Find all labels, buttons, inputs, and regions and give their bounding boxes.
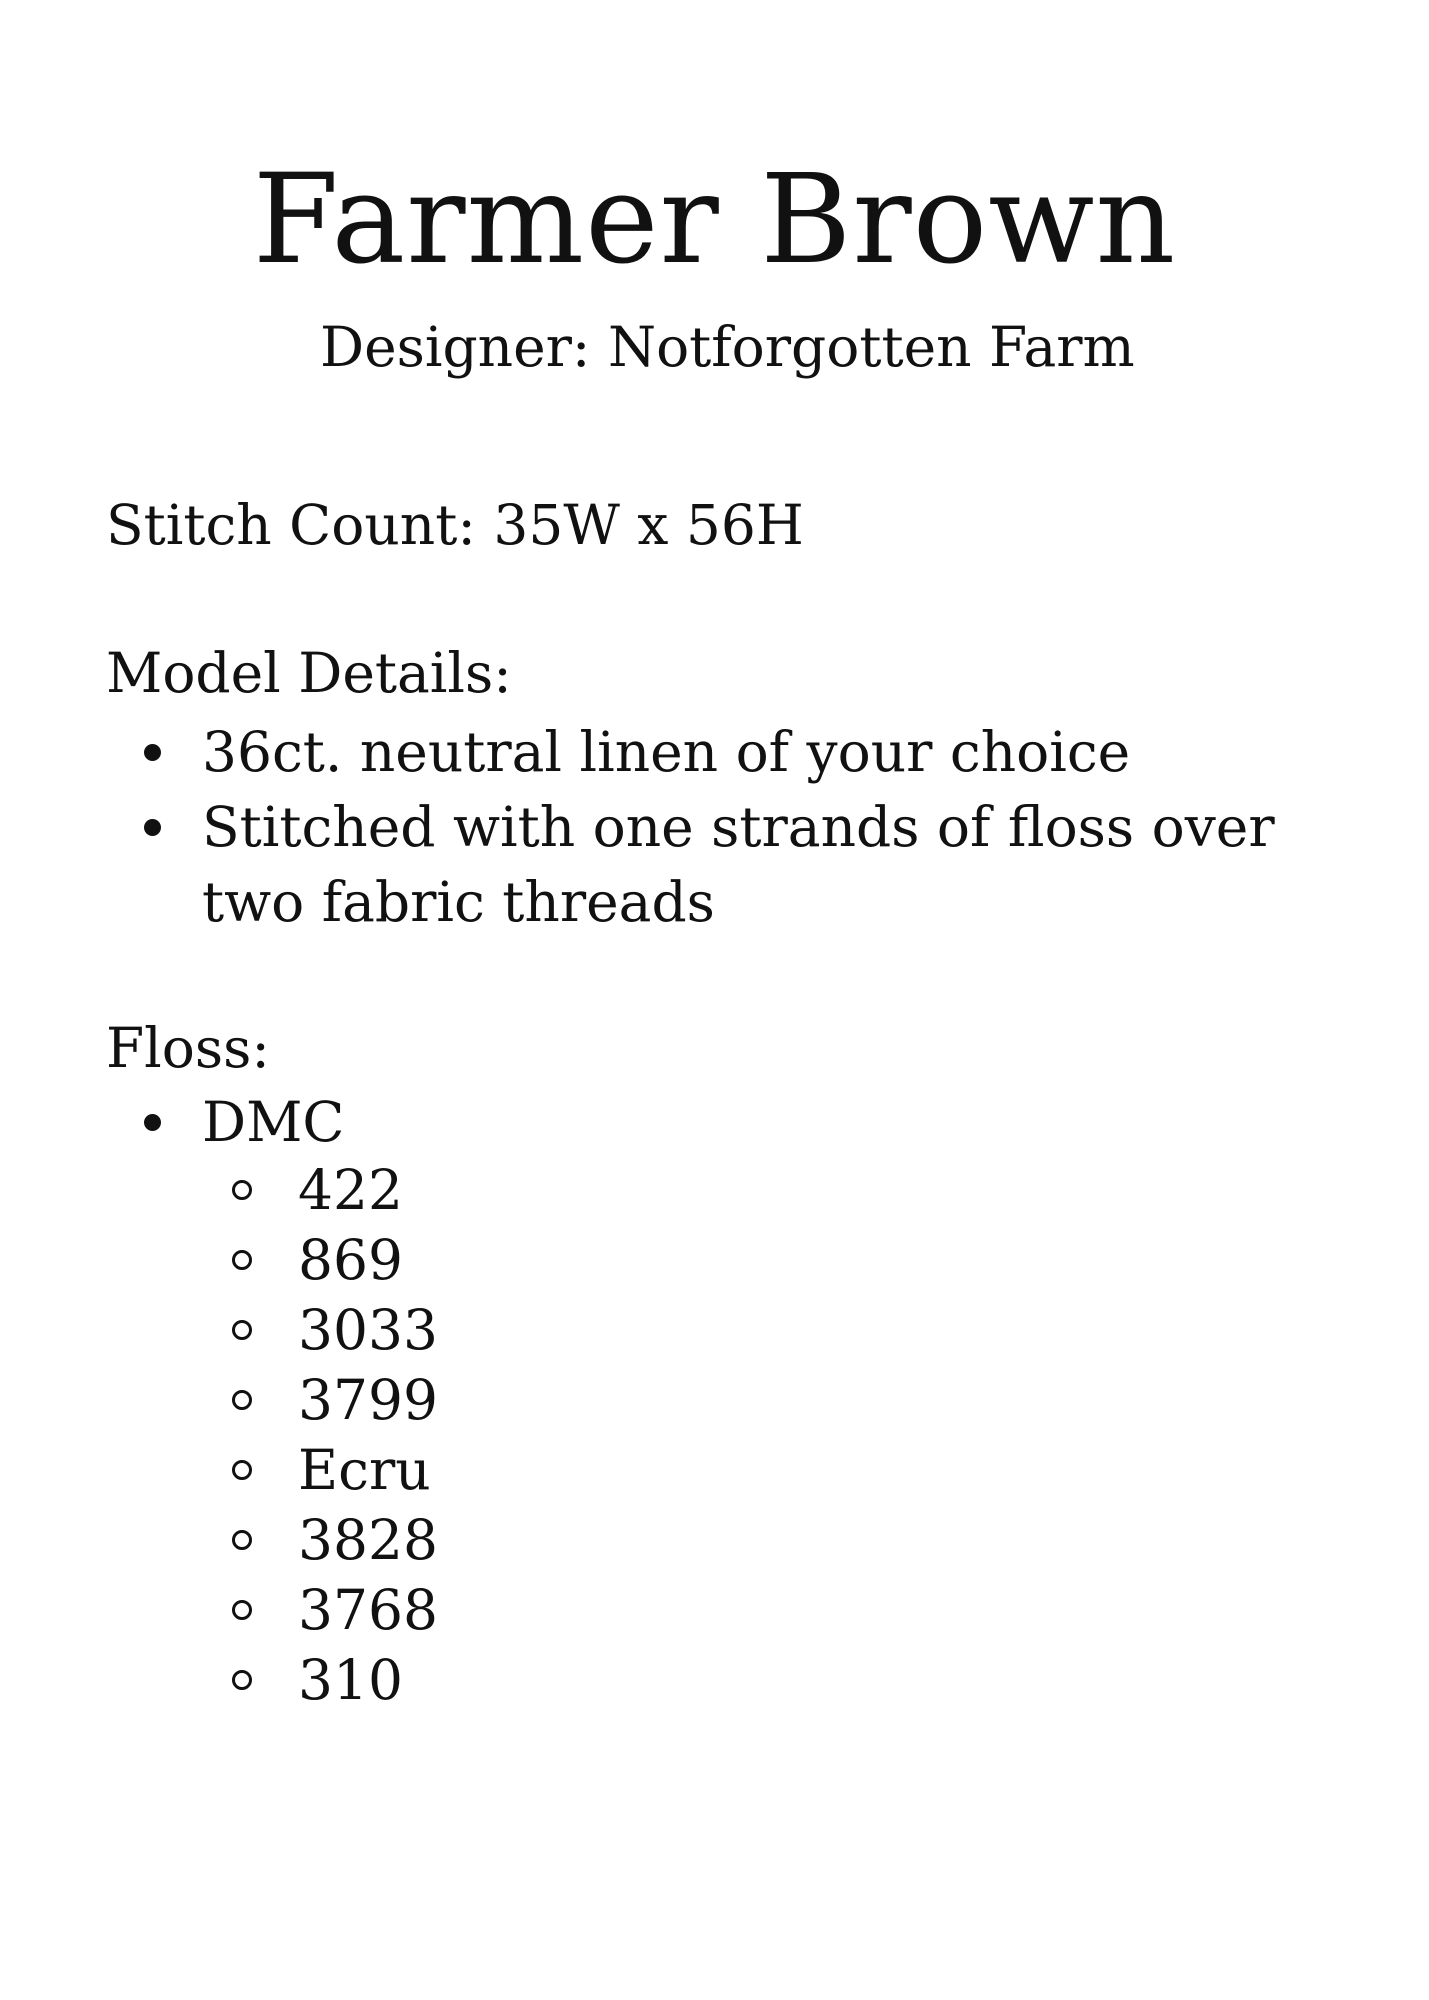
circle-bullet-icon (232, 1460, 252, 1480)
floss-color: Ecru (298, 1438, 431, 1502)
circle-bullet-icon (232, 1530, 252, 1550)
list-item (202, 1155, 438, 1225)
page-title: Farmer Brown (252, 148, 1177, 292)
list-item (202, 1435, 438, 1505)
list-item (202, 1575, 438, 1645)
bullet-icon (144, 1114, 161, 1131)
model-detail-text: Stitched with one strands of floss over two fabric threads (202, 795, 1275, 934)
circle-bullet-icon (232, 1180, 252, 1200)
model-details-heading: Model Details: (106, 641, 512, 705)
floss-brand-list (106, 1085, 1356, 1160)
floss-color: 3768 (298, 1578, 438, 1642)
circle-bullet-icon (232, 1250, 252, 1270)
list-item (106, 715, 1356, 790)
floss-color: 310 (298, 1648, 403, 1712)
list-item (202, 1295, 438, 1365)
list-item (202, 1505, 438, 1575)
list-item (202, 1645, 438, 1715)
floss-color: 3033 (298, 1298, 438, 1362)
model-details-list (106, 715, 1356, 940)
bullet-icon (144, 819, 161, 836)
floss-color-list (202, 1155, 438, 1715)
floss-color: 3799 (298, 1368, 438, 1432)
designer-line: Designer: Notforgotten Farm (320, 315, 1135, 379)
bullet-icon (144, 744, 161, 761)
floss-color: 422 (298, 1158, 403, 1222)
floss-heading: Floss: (106, 1016, 270, 1080)
list-item (106, 1085, 1356, 1160)
circle-bullet-icon (232, 1600, 252, 1620)
list-item (202, 1225, 438, 1295)
model-detail-text: 36ct. neutral linen of your choice (202, 720, 1131, 784)
list-item (106, 790, 1356, 940)
circle-bullet-icon (232, 1320, 252, 1340)
list-item (202, 1365, 438, 1435)
floss-color: 3828 (298, 1508, 438, 1572)
circle-bullet-icon (232, 1670, 252, 1690)
floss-color: 869 (298, 1228, 403, 1292)
floss-brand: DMC (202, 1090, 345, 1154)
stitch-count: Stitch Count: 35W x 56H (106, 493, 804, 557)
circle-bullet-icon (232, 1390, 252, 1410)
